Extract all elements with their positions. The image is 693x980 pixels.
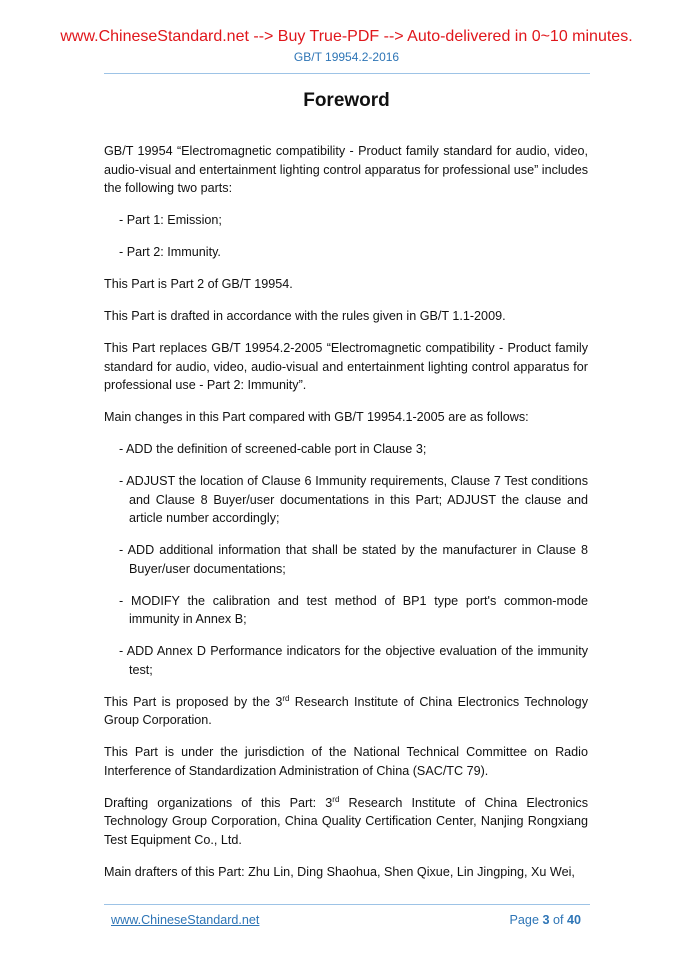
text: of	[549, 913, 567, 927]
footer-link[interactable]: www.ChineseStandard.net	[111, 913, 260, 927]
paragraph: GB/T 19954 “Electromagnetic compatibility - Product family standard for audio, video, audio-visual and entertainment lighting control apparatus for professional use” includes the following two parts:	[104, 144, 588, 195]
list-item: - Part 2: Immunity.	[119, 245, 221, 259]
list-item: - ADD the definition of screened-cable port in Clause 3;	[119, 442, 427, 456]
paragraph: Main changes in this Part compared with GB/T 19954.1-2005 are as follows:	[104, 410, 529, 424]
text: Research Institute of China Electronics Technology Group Corporation.	[104, 694, 588, 727]
paragraph: Main drafters of this Part: Zhu Lin, Ding Shaohua, Shen Qixue, Lin Jingping, Xu Wei,	[104, 864, 575, 879]
paragraph: This Part replaces GB/T 19954.2-2005 “Electromagnetic compatibility - Product family standard for audio, video, audio-visual and entertainment lighting control apparatus for professional use - Part 2: Immunity”.	[104, 341, 588, 392]
total-pages: 40	[566, 913, 581, 927]
paragraph: This Part is Part 2 of GB/T 19954.	[104, 277, 293, 291]
text: This Part is proposed by the 3	[104, 694, 283, 709]
text: Research Institute of China Electronics Technology Group Corporation, China Quality Certification Center, Nanjing Rongxiang Test Equipment Co., Ltd.	[104, 795, 589, 847]
text: Page	[509, 913, 543, 927]
standard-number: GB/T 19954.2-2016	[293, 50, 400, 64]
list-item: - ADJUST the location of Clause 6 Immunity requirements, Clause 7 Test conditions and Clause 8 Buyer/user documentations in this Part; ADJUST the clause and article number accordingly;	[119, 474, 588, 525]
paragraph: This Part is drafted in accordance with the rules given in GB/T 1.1-2009.	[104, 309, 506, 323]
paragraph	[104, 693, 588, 730]
promo-banner: www.ChineseStandard.net --> Buy True-PDF --> Auto-delivered in 0~10 minutes.	[60, 28, 633, 45]
footer-divider	[104, 904, 590, 905]
superscript: rd	[282, 693, 290, 703]
text: Drafting organizations of this Part: 3	[104, 795, 333, 810]
paragraph	[104, 794, 588, 850]
superscript: rd	[332, 794, 340, 804]
document-body	[104, 142, 588, 895]
header-divider	[104, 73, 590, 74]
current-page: 3	[542, 913, 550, 927]
list-item: - Part 1: Emission;	[119, 213, 222, 227]
paragraph: This Part is under the jurisdiction of the National Technical Committee on Radio Interference of Standardization Administration of China (SAC/TC 79).	[104, 745, 588, 778]
page-number	[510, 913, 581, 927]
page-title: Foreword	[303, 90, 390, 111]
list-item: - ADD additional information that shall be stated by the manufacturer in Clause 8 Buyer/user documentations;	[119, 543, 588, 576]
list-item: - ADD Annex D Performance indicators for the objective evaluation of the immunity test;	[119, 644, 588, 677]
list-item: - MODIFY the calibration and test method of BP1 type port's common-mode immunity in Annex B;	[119, 593, 588, 626]
